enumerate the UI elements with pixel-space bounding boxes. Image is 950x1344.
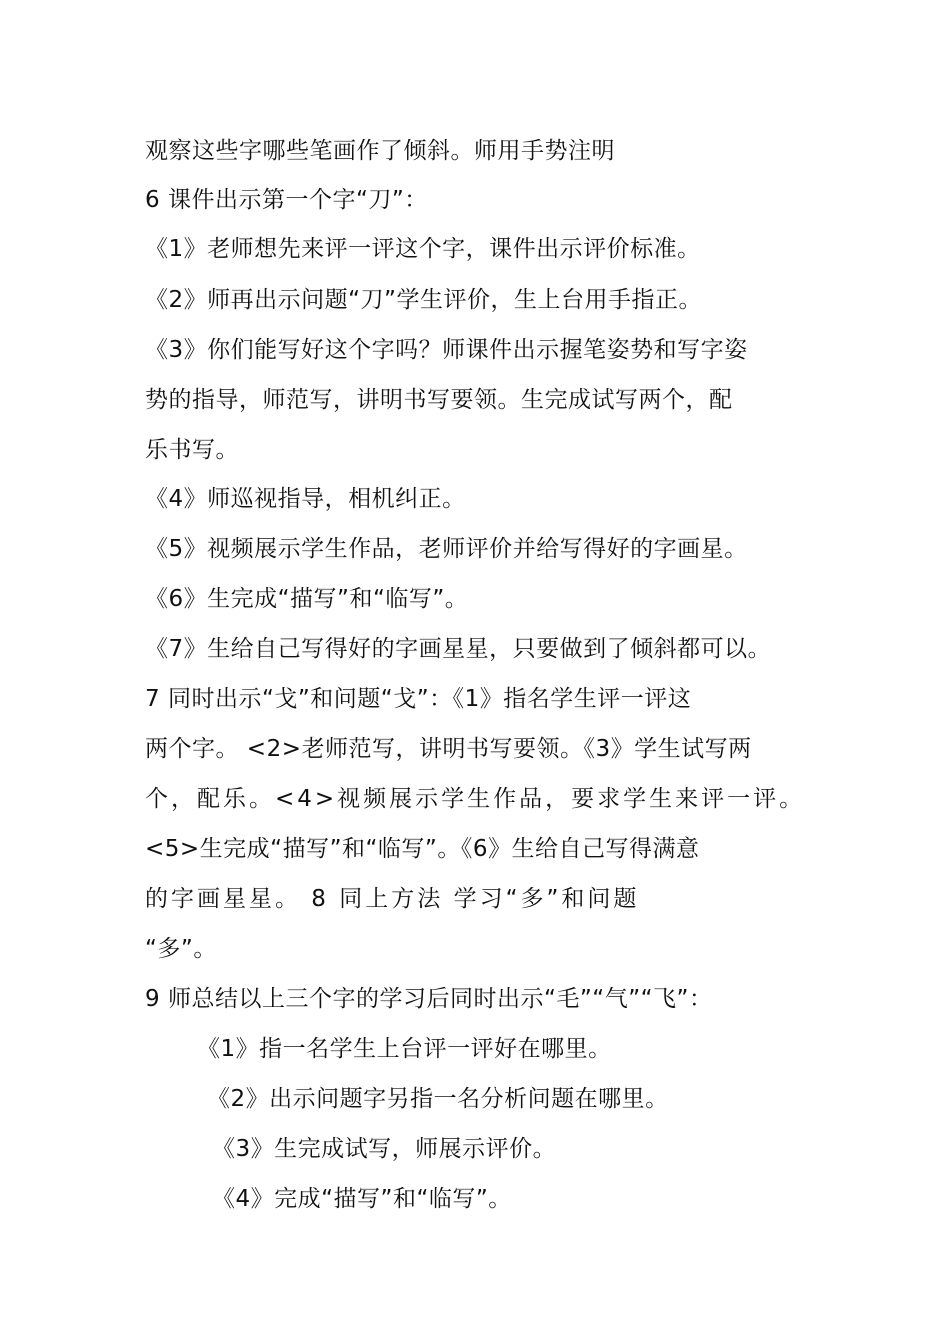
text-line-18: 9 师总结以上三个字的学习后同时出示“毛”“气”“飞”： xyxy=(145,986,713,1012)
text-line-5: 《3》你们能写好这个字吗？师课件出示握笔姿势和写字姿 xyxy=(145,337,748,363)
text-line-15: <5>生完成“描写”和“临写”。《6》生给自己写得满意 xyxy=(145,836,700,862)
text-line-4: 《2》师再出示问题“刀”学生评价，生上台用手指正。 xyxy=(145,287,702,313)
text-line-11: 《7》生给自己写得好的字画星星，只要做到了倾斜都可以。 xyxy=(145,636,772,662)
text-line-9: 《5》视频展示学生作品，老师评价并给写得好的字画星。 xyxy=(145,536,748,562)
text-line-19: 《1》指一名学生上台评一评好在哪里。 xyxy=(197,1036,612,1062)
text-line-20: 《2》出示问题字另指一名分析问题在哪里。 xyxy=(207,1086,669,1112)
text-line-10: 《6》生完成“描写”和“临写”。 xyxy=(145,586,469,612)
text-line-17: “多”。 xyxy=(145,936,217,962)
text-line-22: 《4》完成“描写”和“临写”。 xyxy=(212,1186,512,1212)
text-line-1: 观察这些字哪些笔画作了倾斜。师用手势注明 xyxy=(145,138,615,164)
text-line-3: 《1》老师想先来评一评这个字，课件出示评价标准。 xyxy=(145,236,701,262)
text-line-12: 7 同时出示“戈”和问题“戈”：《1》指名学生评一评这 xyxy=(145,686,692,712)
text-line-7: 乐书写。 xyxy=(145,437,239,463)
text-line-16: 的字画星星。 8 同上方法 学习“多”和问题 xyxy=(145,886,640,912)
text-line-6: 势的指导，师范写，讲明书写要领。生完成试写两个，配 xyxy=(145,387,733,413)
text-line-13: 两个字。 <2>老师范写，讲明书写要领。《3》学生试写两 xyxy=(145,736,752,762)
text-line-14: 个，配乐。<4>视频展示学生作品，要求学生来评一评。 xyxy=(145,786,806,812)
text-line-2: 6 课件出示第一个字“刀”： xyxy=(145,187,428,213)
text-line-21: 《3》生完成试写，师展示评价。 xyxy=(212,1136,557,1162)
text-line-8: 《4》师巡视指导，相机纠正。 xyxy=(145,486,466,512)
